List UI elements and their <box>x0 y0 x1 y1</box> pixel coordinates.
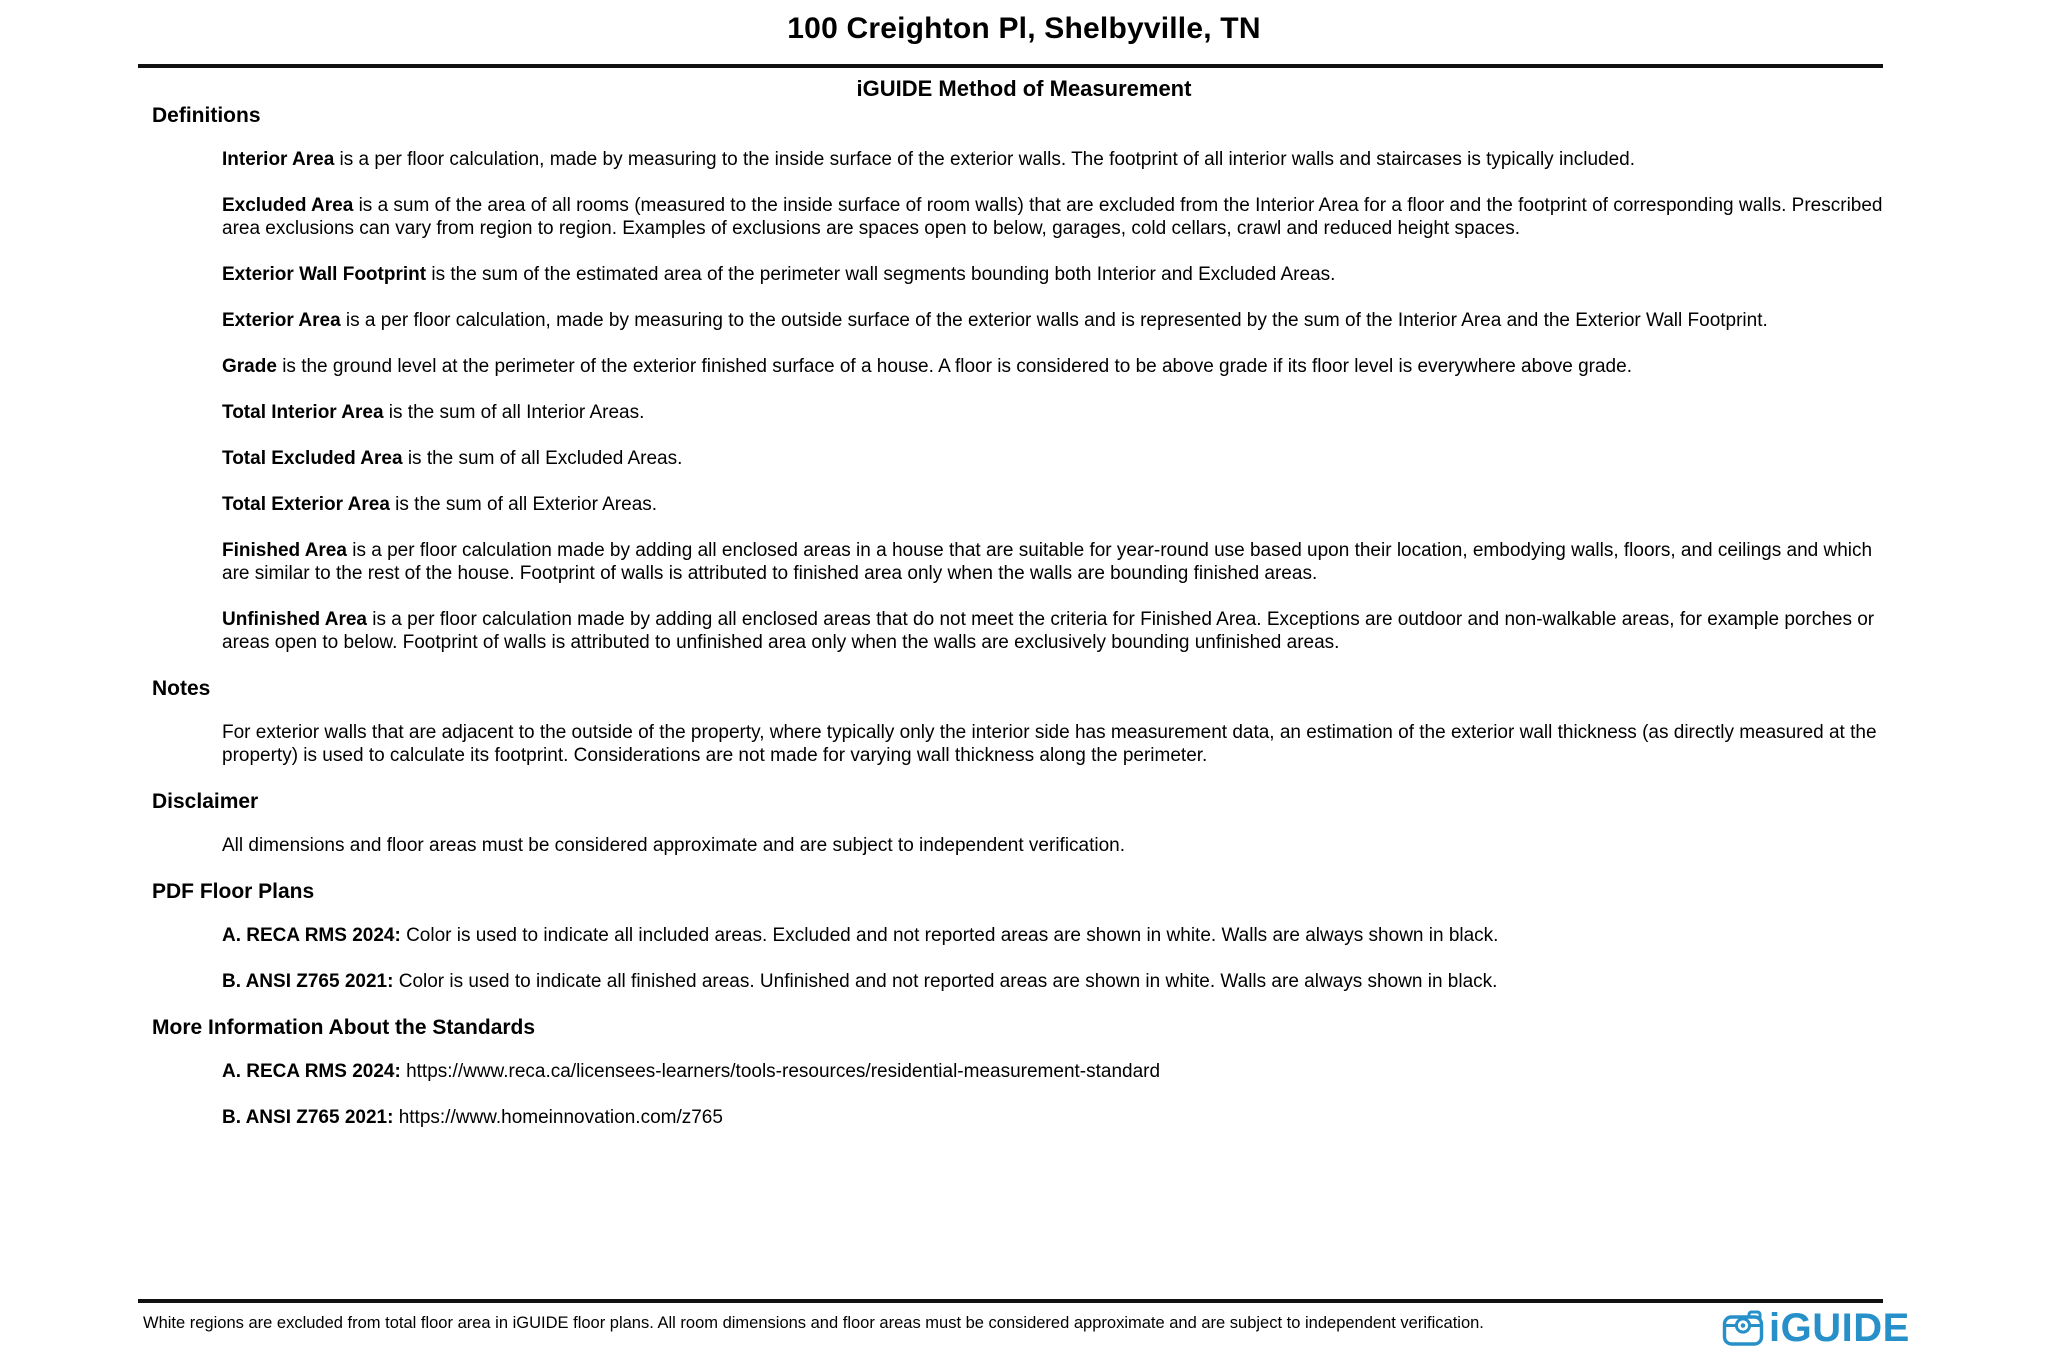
definition-total-exterior-area <box>222 493 1890 516</box>
disclaimer-text: All dimensions and floor areas must be considered approximate and are subject to independent verification. <box>222 835 1126 856</box>
footer-disclaimer: White regions are excluded from total floor area in iGUIDE floor plans. All room dimensions and floor areas must be considered approximate and are subject to independent verification. <box>143 1314 1484 1332</box>
definition-finished-area <box>222 539 1890 585</box>
definition-text: is the sum of all Excluded Areas. <box>402 448 683 469</box>
definition-term: Excluded Area <box>222 195 354 216</box>
iguide-camera-icon <box>1722 1309 1764 1347</box>
definition-text: is the sum of the estimated area of the perimeter wall segments bounding both Interior and Excluded Areas. <box>426 264 1336 285</box>
definition-exterior-wall-footprint <box>222 263 1890 286</box>
iguide-logo <box>1722 1308 1910 1348</box>
footer-divider <box>138 1299 1883 1303</box>
definition-term: Exterior Area <box>222 310 341 331</box>
section-heading-pdf-floor-plans: PDF Floor Plans <box>152 880 315 903</box>
notes-text: For exterior walls that are adjacent to the outside of the property, where typically only the interior side has measurement data, an estimation of the exterior wall thickness (as directly measured at the property) is used to calculate its footprint. Considerations are not made for varying wall thickness along the perimeter. <box>222 722 1877 766</box>
standard-url[interactable]: https://www.homeinnovation.com/z765 <box>393 1107 723 1128</box>
definition-exterior-area <box>222 309 1890 332</box>
header-divider <box>138 64 1883 68</box>
page-subtitle: iGUIDE Method of Measurement <box>856 76 1192 101</box>
section-heading-disclaimer: Disclaimer <box>152 790 259 813</box>
disclaimer-paragraph <box>222 834 1890 857</box>
definition-text: is a per floor calculation, made by measuring to the outside surface of the exterior walls and is represented by the sum of the Interior Area and the Exterior Wall Footprint. <box>340 310 1768 331</box>
definition-term: Total Excluded Area <box>222 448 403 469</box>
page-title: 100 Creighton Pl, Shelbyville, TN <box>787 12 1261 45</box>
definition-term: Total Exterior Area <box>222 494 390 515</box>
standard-label: B. ANSI Z765 2021: <box>222 1107 394 1128</box>
definition-text: is the ground level at the perimeter of the exterior finished surface of a house. A floor is considered to be above grade if its floor level is everywhere above grade. <box>276 356 1632 377</box>
section-heading-definitions: Definitions <box>152 104 261 127</box>
definition-term: Total Interior Area <box>222 402 384 423</box>
iguide-logo-wordmark: iGUIDE <box>1769 1306 1910 1350</box>
definition-term: Grade <box>222 356 277 377</box>
notes-paragraph <box>222 721 1890 767</box>
definition-term: Exterior Wall Footprint <box>222 264 427 285</box>
definition-text: is the sum of all Exterior Areas. <box>389 494 658 515</box>
definition-text: is a per floor calculation made by adding all enclosed areas that do not meet the criteria for Finished Area. Exceptions are outdoor and non-walkable areas, for example porches or areas open to below. Footprint of walls is attributed to unfinished area only when the walls are exclusively bounding unfinished areas. <box>222 609 1875 653</box>
definition-unfinished-area <box>222 608 1890 654</box>
section-heading-more-information: More Information About the Standards <box>152 1016 536 1039</box>
definition-text: is a per floor calculation, made by measuring to the inside surface of the exterior walls. The footprint of all interior walls and staircases is typically included. <box>334 149 1636 170</box>
definition-grade <box>222 355 1890 378</box>
definition-text: is the sum of all Interior Areas. <box>383 402 645 423</box>
definition-excluded-area <box>222 194 1890 240</box>
standard-text: Color is used to indicate all included areas. Excluded and not reported areas are shown in white. Walls are always shown in black. <box>400 925 1499 946</box>
definition-interior-area <box>222 148 1890 171</box>
standard-label: A. RECA RMS 2024: <box>222 925 401 946</box>
definition-total-excluded-area <box>222 447 1890 470</box>
document-body <box>152 104 1892 1152</box>
section-heading-notes: Notes <box>152 677 211 700</box>
standard-label: B. ANSI Z765 2021: <box>222 971 394 992</box>
definition-text: is a sum of the area of all rooms (measured to the inside surface of room walls) that are excluded from the Interior Area for a floor and the footprint of corresponding walls. Prescribed area exclusions can vary from region to region. Examples of exclusions are spaces open to below, garages, cold cellars, crawl and reduced height spaces. <box>222 195 1883 239</box>
pdf-floor-plans-item-reca <box>222 924 1890 947</box>
more-info-item-reca <box>222 1060 1890 1083</box>
definition-term: Interior Area <box>222 149 335 170</box>
definition-term: Finished Area <box>222 540 347 561</box>
definition-text: is a per floor calculation made by adding all enclosed areas in a house that are suitable for year-round use based upon their location, embodying walls, floors, and ceilings and which are similar to the rest of the house. Footprint of walls is attributed to finished area only when the walls are bounding finished areas. <box>222 540 1873 584</box>
standard-url[interactable]: https://www.reca.ca/licensees-learners/tools-resources/residential-measurement-standard <box>400 1061 1161 1082</box>
standard-label: A. RECA RMS 2024: <box>222 1061 401 1082</box>
more-info-item-ansi <box>222 1106 1890 1129</box>
definition-term: Unfinished Area <box>222 609 367 630</box>
definition-total-interior-area <box>222 401 1890 424</box>
pdf-floor-plans-item-ansi <box>222 970 1890 993</box>
standard-text: Color is used to indicate all finished areas. Unfinished and not reported areas are shown in white. Walls are always shown in black. <box>393 971 1498 992</box>
